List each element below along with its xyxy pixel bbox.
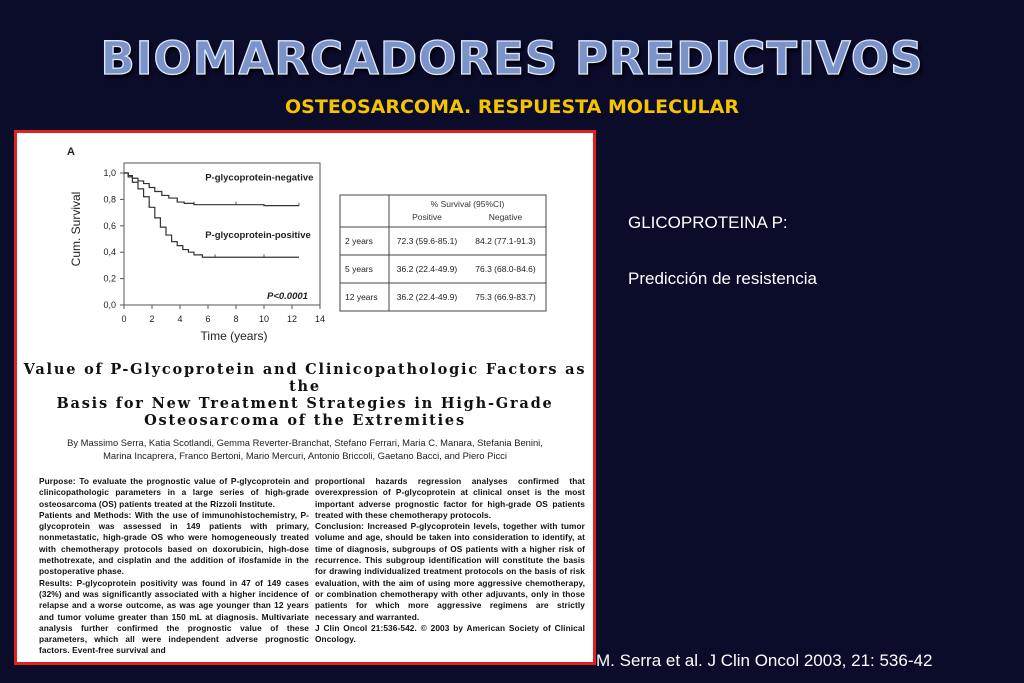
x-tick-label: 8 [233,314,239,324]
table-row-label: 5 years [345,264,373,274]
x-axis-label: Time (years) [200,329,268,343]
series-label-negative: P-glycoprotein-negative [205,172,314,184]
x-tick-label: 0 [121,314,127,324]
slide-title: BIOMARCADORES PREDICTIVOS [100,32,924,85]
y-tick-label: 1,0 [103,168,116,178]
x-tick-label: 2 [149,314,155,324]
table-cell-negative: 76.3 (68.0-84.6) [475,264,536,274]
y-tick-label: 0,2 [103,273,116,284]
table-col-header: Negative [488,212,523,222]
survival-figure [14,130,596,359]
table-cell-positive: 36.2 (22.4-49.9) [396,292,458,302]
paper-title: Value of P-Glycoprotein and Clinicopathologic Factors as the Basis for New Treatment Strategies in High-Grade Osteosarcoma of the Extremities [23,361,587,429]
p-value-label: P<0.0001 [267,291,308,302]
x-tick-label: 6 [205,314,211,324]
table-header: % Survival (95%CI) [430,199,505,209]
x-tick-label: 4 [177,314,183,324]
y-axis-label: Cum. Survival [69,191,83,267]
slide-subtitle: OSTEOSARCOMA. RESPUESTA MOLECULAR [285,96,739,118]
series-label-positive: P-glycoprotein-positive [205,230,311,242]
resistance-prediction-label: Predicción de resistencia [628,269,817,288]
table-row-label: 12 years [345,292,378,302]
y-tick-label: 0,4 [103,247,116,258]
citation: M. Serra et al. J Clin Oncol 2003, 21: 536-42 [596,651,933,670]
y-tick-label: 0,0 [103,300,116,310]
table-cell-negative: 75.3 (66.9-83.7) [475,292,536,302]
abstract-right-column: proportional hazards regression analyses confirmed that overexpression of P-glycoprotein at clinical onset is the most important adverse prognostic factor for high-grade OS patients treated with these chemotherapy protocols. Conclusion: Increased P-glycoprotein levels, together with tumor volume and age, should be taken into consideration to identify, at time of diagnosis, subgroups of OS patients with a higher risk of recurrence. This subgroup identification will constitute the basis for drawing individualized treatment protocols on the basis of risk evaluation, with the aim of using more aggressive chemotherapy, or combination chemotherapy with other adjuvants, only in those patients for which more aggressive regimens are strictly necessary and warranted. J Clin Oncol 21:536-542. © 2003 by American Society of Clinical Oncology. [315,476,585,645]
y-tick-label: 0,6 [103,220,116,231]
x-tick-label: 12 [286,314,298,324]
abstract-left-column: Purpose: To evaluate the prognostic value of P-glycoprotein and clinicopathologic parameters in a large series of high-grade osteosarcoma (OS) patients treated at the Rizzoli Institute. Patients and Methods: With the use of immunohistochemistry, P-glycoprotein was assessed in 149 patients with primary, nonmetastatic, high-grade OS who were homogeneously treated with chemotherapy protocols based on doxorubicin, high-dose methotrexate, and cisplatin and the addition of ifosfamide in the postoperative phase. Results: P-glycoprotein positivity was found in 47 of 149 cases (32%) and was significantly associated with a higher incidence of relapse and a worse outcome, as was age younger than 12 years and tumor volume greater than 150 mL at diagnosis. Multivariate analysis further confirmed the prognostic value of these parameters, which all were independent adverse prognostic factors. Event-free survival and [39,476,309,656]
table-cell-negative: 84.2 (77.1-91.3) [475,236,536,246]
y-tick-label: 0,8 [103,194,116,205]
table-cell-positive: 72.3 (59.6-85.1) [396,236,458,246]
table-row-label: 2 years [345,236,373,246]
survival-line-positive [124,173,299,257]
glycoprotein-label: GLICOPROTEINA P: [628,213,788,232]
survival-chart [17,133,593,356]
x-tick-label: 14 [314,314,326,324]
table-col-header: Positive [412,212,442,222]
x-tick-label: 10 [258,314,270,324]
table-cell-positive: 36.2 (22.4-49.9) [396,264,458,274]
paper-authors: By Massimo Serra, Katia Scotlandi, Gemma Reverter-Branchat, Stefano Ferrari, Maria C. Manara, Stefania Benini, Marina Incaprera, Franco Bertoni, Mario Mercuri, Antonio Briccoli, Gaetano Bacci, and Piero Picci [67,437,543,461]
paper-abstract [14,356,596,665]
panel-label: A [67,146,75,158]
